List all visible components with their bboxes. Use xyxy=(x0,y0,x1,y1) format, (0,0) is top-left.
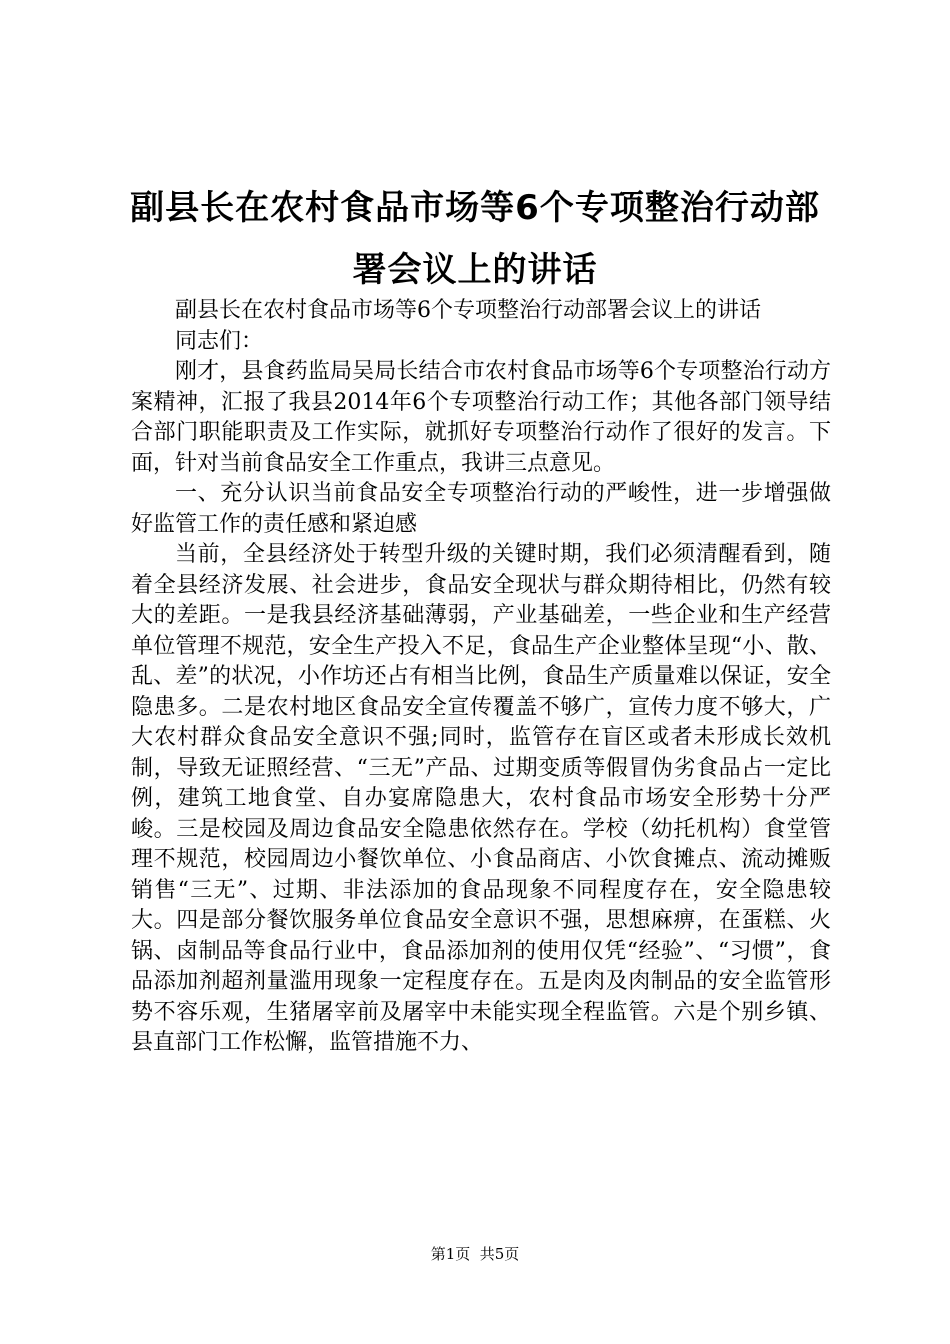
paragraph-subtitle: 副县长在农村食品市场等6个专项整治行动部署会议上的讲话 xyxy=(175,298,761,323)
document-title-line-2: 署会议上的讲话 xyxy=(352,250,598,290)
paragraph-salutation: 同志们： xyxy=(175,328,264,354)
page-number-footer: 第1页 共5页 xyxy=(430,1245,520,1263)
paragraph-intro: 刚才，县食药监局吴局长结合市农村食品市场等6个专项整治行动方案精神，汇报了我县2014年6个专项整治行动工作；其他各部门领导结合部门职能职责及工作实际，就抓好专项整治行动作了很好的发言。下面，针对当前食品安全工作重点，我讲三点意见。 xyxy=(131,359,831,476)
paragraph-current-situation: 当前，全县经济处于转型升级的关键时期，我们必须清醒看到，随着全县经济发展、社会进步，食品安全现状与群众期待相比，仍然有较大的差距。一是我县经济基础薄弱，产业基础差，一些企业和生产经营单位管理不规范，安全生产投入不足，食品生产企业整体呈现“小、散、乱、差”的状况，小作坊还占有相当比例，食品生产质量难以保证，安全隐患多。二是农村地区食品安全宣传覆盖不够广，宣传力度不够大，广大农村群众食品安全意识不强;同时，监管存在盲区或者未形成长效机制，导致无证照经营、“三无”产品、过期变质等假冒伪劣食品占一定比例，建筑工地食堂、自办宴席隐患大，农村食品市场安全形势十分严峻。三是校园及周边食品安全隐患依然存在。学校（幼托机构）食堂管理不规范，校园周边小餐饮单位、小食品商店、小饮食摊点、流动摊贩销售“三无”、过期、非法添加的食品现象不同程度存在，安全隐患较大。四是部分餐饮服务单位食品安全意识不强，思想麻痹，在蛋糕、火锅、卤制品等食品行业中，食品添加剂的使用仅凭“经验”、“习惯”，食品添加剂超剂量滥用现象一定程度存在。五是肉及肉制品的安全监管形势不容乐观，生猪屠宰前及屠宰中未能实现全程监管。六是个别乡镇、县直部门工作松懈，监管措施不力、 xyxy=(131,542,831,1055)
document-body xyxy=(131,296,831,1059)
paragraph-section-heading-1: 一、充分认识当前食品安全专项整治行动的严峻性，进一步增强做好监管工作的责任感和紧迫感 xyxy=(131,481,831,537)
document-title-line-1: 副县长在农村食品市场等6个专项整治行动部 xyxy=(130,188,820,228)
